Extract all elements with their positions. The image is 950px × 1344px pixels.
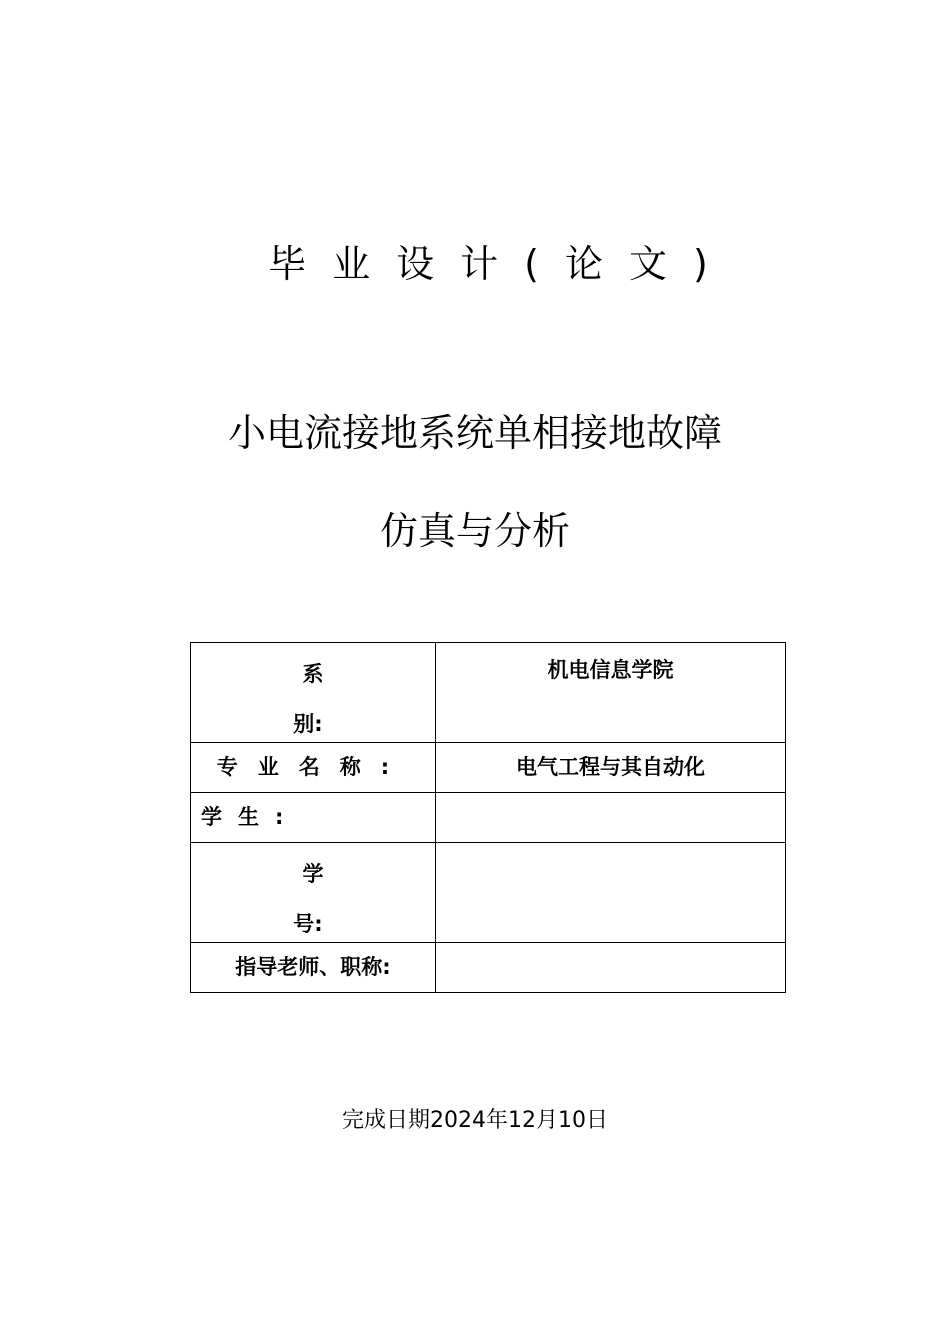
table-row-student-id — [191, 843, 786, 943]
major-value: 电气工程与其自动化 — [516, 755, 705, 779]
label-cell-major — [191, 743, 436, 793]
department-label-part-1: 系 — [302, 662, 324, 686]
label-cell-advisor — [191, 943, 436, 993]
document-type-heading: 毕业设计(论文) — [268, 242, 734, 286]
completion-date: 完成日期2024年12月10日 — [342, 1108, 608, 1133]
label-cell-student-id — [191, 843, 436, 943]
table-row-student — [191, 793, 786, 843]
label-cell-student — [191, 793, 436, 843]
department-label-part-2: 别: — [293, 712, 323, 736]
label-cell-department — [191, 643, 436, 743]
student-id-label-part-1: 学 — [302, 862, 324, 886]
value-cell-department — [436, 643, 786, 743]
table-row-major — [191, 743, 786, 793]
value-cell-student-id — [436, 843, 786, 943]
department-value: 机电信息学院 — [547, 658, 674, 682]
major-label: 专业名称: — [216, 755, 410, 779]
table-row-advisor — [191, 943, 786, 993]
student-label: 学生: — [201, 805, 300, 829]
student-id-label-part-2: 号: — [293, 912, 323, 936]
thesis-title-line-1: 小电流接地系统单相接地故障 — [227, 411, 722, 455]
student-info-table — [190, 642, 786, 993]
table-row-department — [191, 643, 786, 743]
advisor-label: 指导老师、职称: — [235, 955, 391, 979]
value-cell-advisor — [436, 943, 786, 993]
thesis-title-line-2: 仿真与分析 — [379, 509, 570, 553]
value-cell-major — [436, 743, 786, 793]
value-cell-student — [436, 793, 786, 843]
